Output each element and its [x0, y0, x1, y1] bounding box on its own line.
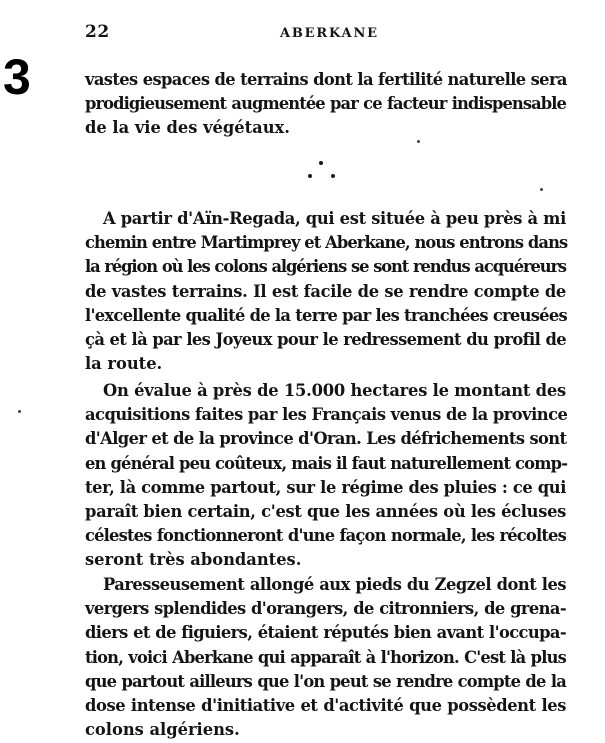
text-line: paraît bien certain, c'est que les années où les écluses [85, 502, 566, 522]
paragraph-acquisitions [85, 379, 566, 573]
text-line: vergers splendides d'orangers, de citronniers, de grena- [85, 599, 566, 619]
paragraph-continuation [85, 68, 566, 141]
paper-speck [18, 410, 21, 413]
ornament-dot [308, 174, 312, 178]
text-line: de la vie des végétaux. [85, 118, 290, 138]
text-line: On évalue à près de 15.000 hectares le montant des [103, 381, 566, 400]
text-line: vastes espaces de terrains dont la fertilité naturelle sera [85, 70, 567, 89]
ornament-dot [319, 161, 323, 165]
text-line: la route. [85, 354, 163, 374]
paragraph-ain-regada [85, 207, 566, 376]
text-line: prodigieusement augmentée par ce facteur indispensable [85, 94, 566, 114]
text-line: diers et de figuiers, étaient réputés bien avant l'occupa- [85, 623, 566, 643]
text-line: en général peu coûteux, mais il faut naturellement comp- [85, 453, 568, 473]
running-title: ABERKANE [280, 26, 379, 41]
text-line: çà et là par les Joyeux pour le redressement du profil de [85, 330, 566, 350]
paper-speck [417, 140, 420, 143]
text-line: d'Alger et de la province d'Oran. Les défrichements sont [85, 429, 567, 449]
text-line: tion, voici Aberkane qui apparaît à l'horizon. C'est là plus [85, 647, 566, 667]
text-line: l'excellente qualité de la terre par les tranchées creusées [85, 305, 567, 325]
page-marker: 3 [3, 49, 31, 105]
text-line: de vastes terrains. Il est facile de se rendre compte de [85, 281, 566, 301]
paragraph-aberkane [85, 573, 566, 742]
text-line: ter, là comme partout, sur le régime des pluies : ce qui [85, 477, 566, 497]
paper-speck [540, 188, 543, 191]
text-line: que partout ailleurs que l'on peut se rendre compte de la [85, 671, 566, 691]
text-line: colons algériens. [85, 720, 240, 740]
section-break-ornament [306, 158, 336, 184]
text-line: dose intense d'initiative et d'activité que possèdent les [85, 696, 566, 716]
text-line: célestes fonctionneront d'une façon normale, les récoltes [85, 526, 566, 546]
page-number: 22 [85, 22, 110, 42]
text-line: seront très abondantes. [85, 550, 302, 570]
text-line: acquisitions faites par les Français venus de la province [85, 405, 568, 425]
text-line: Paresseusement allongé aux pieds du Zegzel dont les [103, 575, 566, 594]
text-line: chemin entre Martimprey et Aberkane, nous entrons dans [85, 233, 568, 253]
text-line: A partir d'Aïn-Regada, qui est située à peu près à mi [103, 209, 566, 228]
text-line: la région où les colons algériens se sont rendus acquéreurs [85, 257, 566, 277]
ornament-dot [331, 174, 335, 178]
